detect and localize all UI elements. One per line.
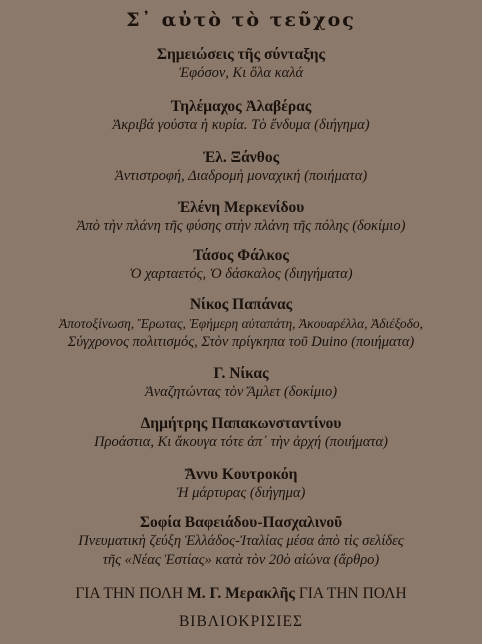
- city-section-suffix: ΓΙΑ ΤΗΝ ΠΟΛΗ: [298, 585, 407, 602]
- contents-entry: [0, 414, 482, 452]
- entry-work: Ἀκριβά γούστα ἡ κυρία. Τὸ ἔνδυμα (διήγημα): [112, 117, 370, 133]
- entry-work: Ὁ χαρταετός, Ὁ δάσκαλος (διηγήματα): [129, 266, 353, 282]
- entry-author: Σημειώσεις τῆς σύνταξης: [156, 46, 326, 63]
- entry-author: Τάσος Φάλκος: [193, 247, 289, 264]
- entry-work: Ἀπὸ τὴν πλάνη τῆς φύσης στὴν πλάνη τῆς πόλης (δοκίμιο): [76, 218, 406, 234]
- city-section-author: Μ. Γ. Μερακλῆς: [187, 585, 295, 602]
- city-section-line: [0, 584, 482, 604]
- entry-work: Ἡ μάρτυρας (διήγημα): [176, 485, 306, 501]
- entry-author: Γ. Νίκας: [213, 365, 269, 382]
- entry-author: Τηλέμαχος Ἀλαβέρας: [170, 98, 312, 115]
- entry-work: Πνευματικὴ ζεύξη Ἑλλάδος-Ἰταλίας μέσα ἀπὸ τὶς σελίδες: [78, 533, 404, 549]
- entry-author: Σοφία Βαφειάδου-Πασχαλινοῦ: [139, 514, 343, 531]
- contents-heading: Σ᾽ αὐτὸ τὸ τεῦχος: [126, 9, 356, 31]
- contents-entry: [0, 465, 482, 503]
- entry-author: Νίκος Παπάνας: [189, 296, 293, 313]
- entry-work: Ἐφόσον, Κι ὅλα καλά: [178, 65, 304, 81]
- entry-work: Ἀποτοξίνωση, Ἔρωτας, Ἐφήμερη αὐταπάτη, Ἀκουαρέλλα, Ἀδιέξοδο,: [59, 316, 423, 331]
- contents-entry: [0, 364, 482, 402]
- entry-author: Ἄννυ Κουτροκόη: [184, 466, 298, 483]
- entry-author: Δημήτρης Παπακωνσταντίνου: [140, 415, 342, 432]
- contents-entry: [0, 246, 482, 284]
- city-section-prefix: ΓΙΑ ΤΗΝ ΠΟΛΗ: [75, 585, 184, 602]
- contents-entry: [0, 198, 482, 236]
- entry-work: τῆς «Νέας Ἑστίας» κατὰ τὸν 20ὸ αἰώνα (ἄρθρο): [102, 552, 380, 568]
- entry-author: Ἐλ. Ξάνθος: [202, 149, 280, 166]
- book-reviews-heading: ΒΙΒΛΙΟΚΡΙΣΙΕΣ: [178, 613, 304, 630]
- entry-work: Προάστια, Κι ἄκουγα τότε ἀπ᾽ τὴν ἀρχή (ποιήματα): [94, 434, 388, 450]
- contents-entry: [0, 45, 482, 83]
- contents-entry: [0, 513, 482, 570]
- entry-author: Ἐλένη Μερκενίδου: [177, 199, 305, 216]
- entry-work: Ἀναζητώντας τὸν Ἄμλετ (δοκίμιο): [144, 384, 338, 400]
- contents-entry: [0, 97, 482, 135]
- entry-work: Σύγχρονος πολιτισμός, Στὸν πρίγκηπα τοῦ Duino (ποιήματα): [67, 334, 415, 350]
- contents-entry: [0, 148, 482, 186]
- contents-entry: [0, 295, 482, 352]
- entry-work: Ἀντιστροφή, Διαδρομὴ μοναχική (ποιήματα): [114, 168, 368, 184]
